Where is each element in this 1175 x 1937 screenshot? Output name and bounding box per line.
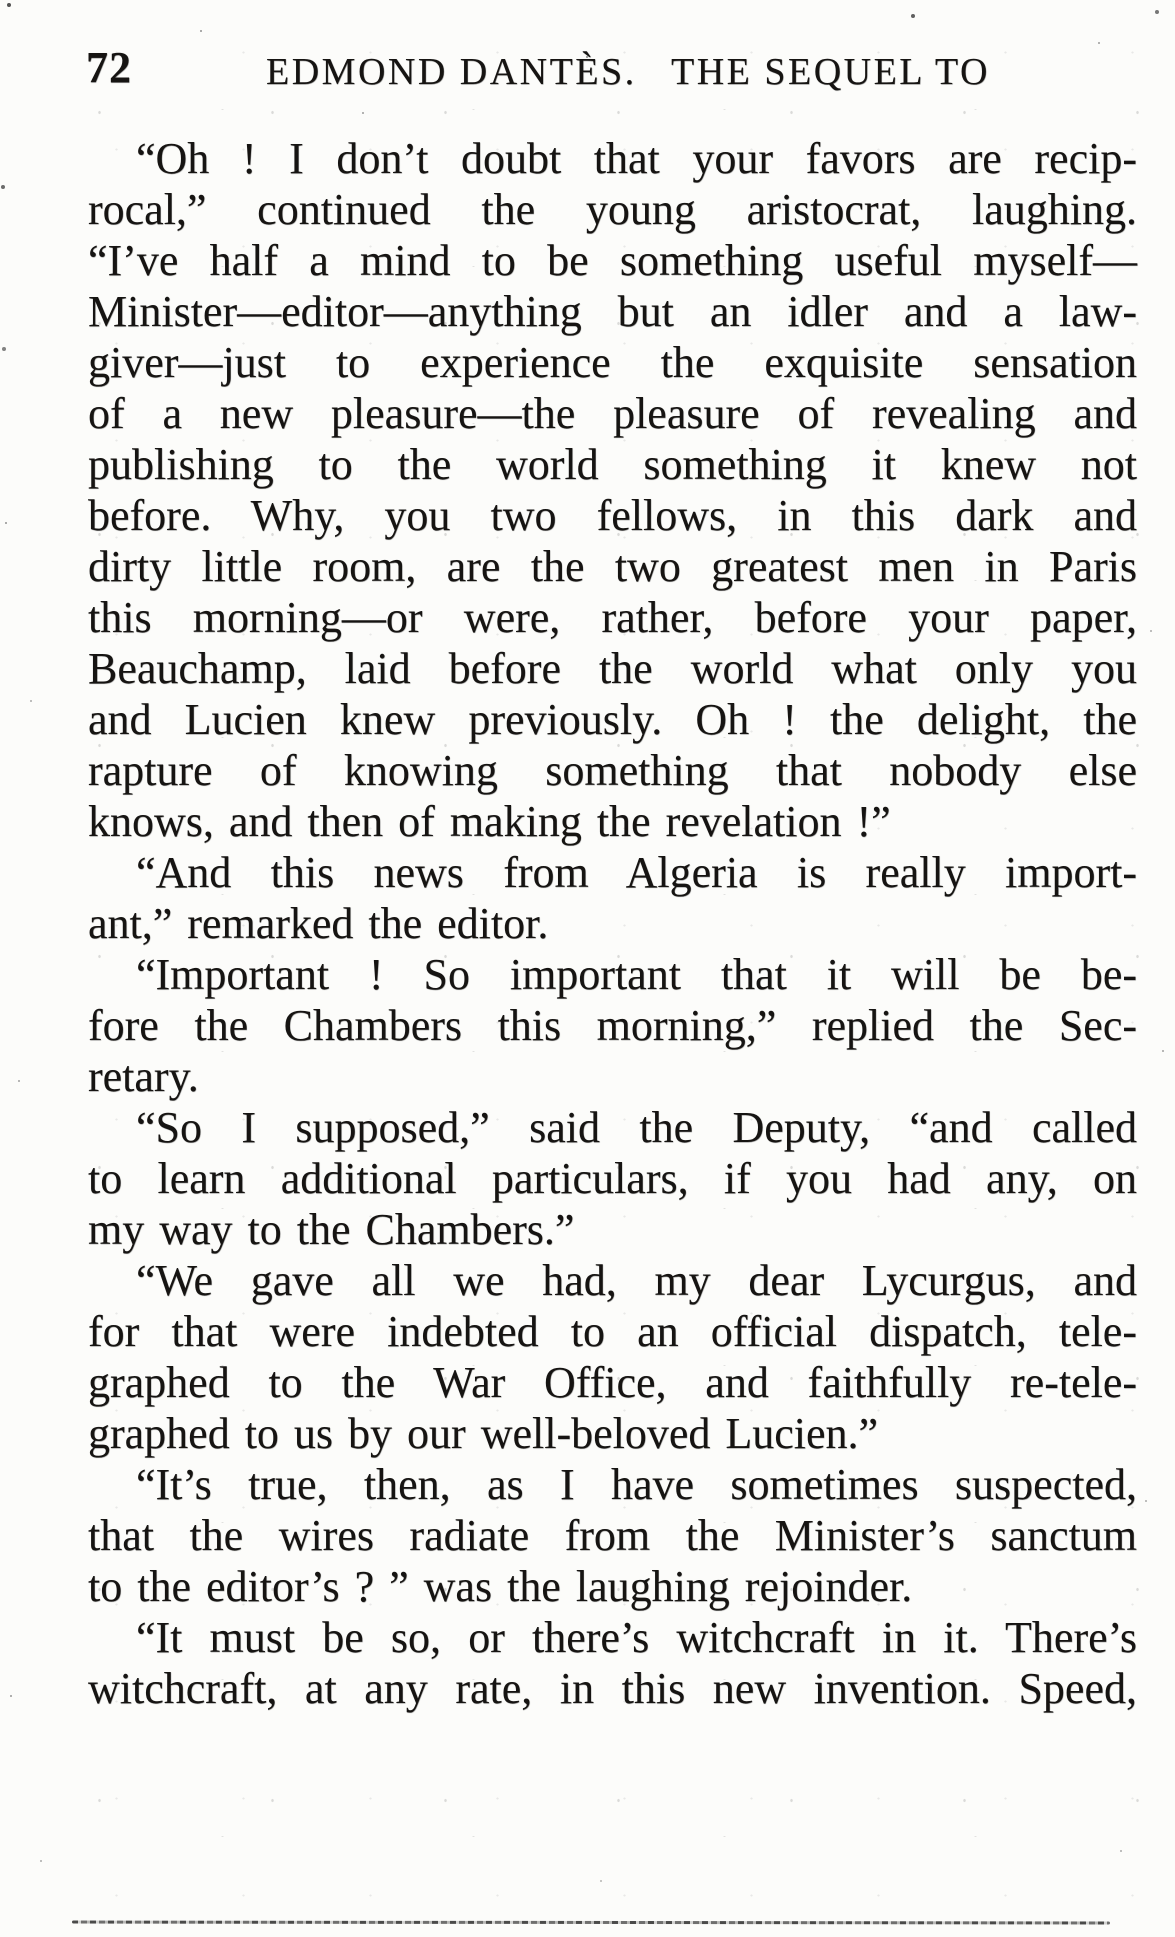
text-line: “And this news from Algeria is really import- — [136, 848, 1137, 897]
text-line: dirty little room, are the two greatest men in Paris — [88, 542, 1137, 591]
text-line: graphed to us by our well-beloved Lucien.” — [88, 1409, 879, 1458]
text-line: fore the Chambers this morning,” replied the Sec- — [88, 1001, 1137, 1050]
text-line: of a new pleasure—the pleasure of revealing and — [88, 389, 1137, 438]
text-line: graphed to the War Office, and faithfully re-tele- — [88, 1358, 1137, 1407]
scan-edge-line — [72, 1921, 1110, 1925]
text-line: “Oh ! I don’t doubt that your favors are recip- — [136, 134, 1137, 183]
text-line: that the wires radiate from the Minister’s sanctum — [88, 1511, 1137, 1560]
running-head-title: EDMOND DANTÈS. — [266, 51, 637, 93]
text-line: “It must be so, or there’s witchcraft in it. There’s — [136, 1613, 1137, 1662]
text-line: ant,” remarked the editor. — [88, 899, 549, 948]
text-line: “It’s true, then, as I have sometimes suspected, — [136, 1460, 1137, 1509]
text-line: Minister—editor—anything but an idler and a law- — [88, 287, 1137, 336]
text-line: rocal,” continued the young aristocrat, laughing. — [88, 185, 1137, 234]
text-line: “We gave all we had, my dear Lycurgus, and — [136, 1256, 1137, 1305]
text-line: retary. — [88, 1052, 199, 1101]
paragraph — [88, 1612, 1137, 1714]
text-line: before. Why, you two fellows, in this dark and — [88, 491, 1137, 540]
text-line: knows, and then of making the revelation !” — [88, 797, 891, 846]
text-line: “So I supposed,” said the Deputy, “and called — [136, 1103, 1137, 1152]
paragraph — [88, 133, 1137, 847]
text-line: “Important ! So important that it will be be- — [136, 950, 1137, 999]
paragraph — [88, 1459, 1137, 1612]
page-number: 72 — [86, 43, 132, 92]
text-line: my way to the Chambers.” — [88, 1205, 575, 1254]
paragraph — [88, 1255, 1137, 1459]
running-head-section: THE SEQUEL TO — [671, 51, 990, 93]
page-body-text — [88, 133, 1137, 1714]
text-line: witchcraft, at any rate, in this new invention. Speed, — [88, 1664, 1137, 1713]
text-line: to learn additional particulars, if you had any, on — [88, 1154, 1137, 1203]
text-line: this morning—or were, rather, before your paper, — [88, 593, 1137, 642]
text-line: and Lucien knew previously. Oh ! the delight, the — [88, 695, 1137, 744]
paragraph — [88, 847, 1137, 949]
text-line: rapture of knowing something that nobody else — [88, 746, 1137, 795]
paragraph — [88, 1102, 1137, 1255]
text-line: giver—just to experience the exquisite sensation — [88, 338, 1137, 387]
text-line: to the editor’s ? ” was the laughing rejoinder. — [88, 1562, 913, 1611]
text-line: Beauchamp, laid before the world what only you — [88, 644, 1137, 693]
text-line: publishing to the world something it knew not — [88, 440, 1137, 489]
scan-noise — [0, 0, 2, 2]
text-line: for that were indebted to an official dispatch, tele- — [88, 1307, 1137, 1356]
text-line: “I’ve half a mind to be something useful myself— — [88, 236, 1137, 285]
paragraph — [88, 949, 1137, 1102]
